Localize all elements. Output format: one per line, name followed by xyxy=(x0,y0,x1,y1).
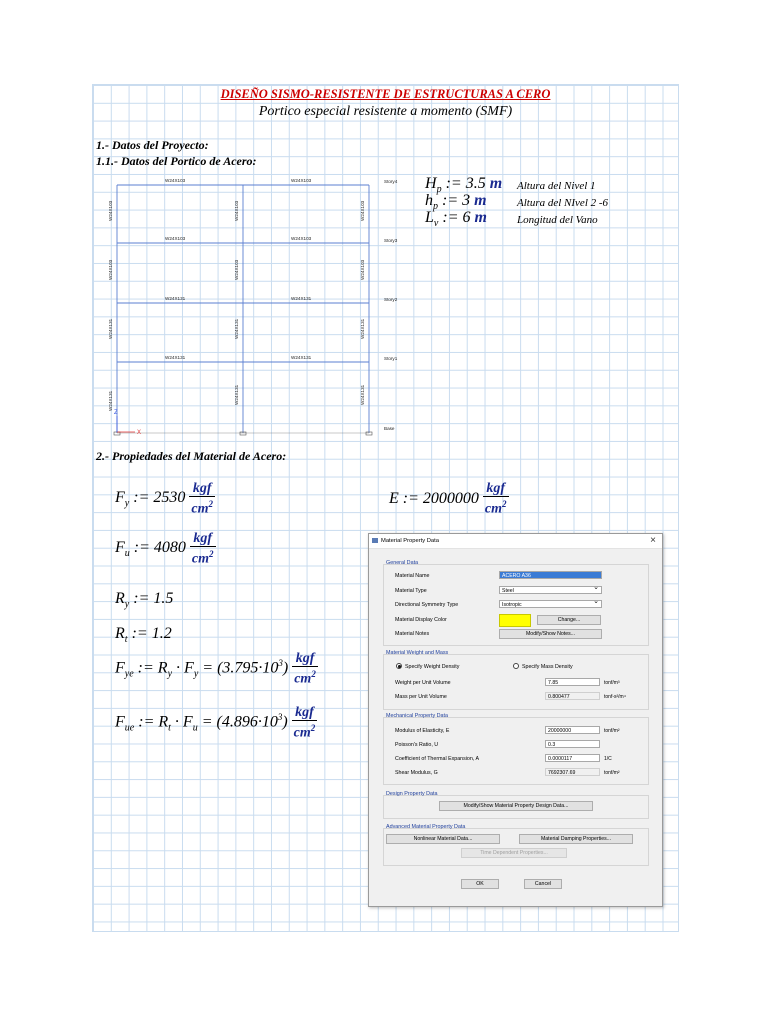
damping-properties-button[interactable]: Material Damping Properties... xyxy=(519,834,633,844)
poisson-label: Poisson's Ratio, U xyxy=(395,742,439,748)
beam-label: W24X131 xyxy=(165,296,186,301)
poisson-input[interactable]: 0.3 xyxy=(545,740,600,748)
symmetry-label: Directional Symmetry Type xyxy=(395,602,459,608)
column-label: W24X103 xyxy=(108,259,113,280)
var-description: Longitud del Vano xyxy=(517,213,598,226)
material-type-label: Material Type xyxy=(395,588,427,594)
axis-z-label: Z xyxy=(114,410,118,416)
column-label: W24X131 xyxy=(108,318,113,339)
mass-per-volume-field: 0.800477 xyxy=(545,692,600,700)
display-color-label: Material Display Color xyxy=(395,617,447,623)
column-label: W24X103 xyxy=(108,200,113,221)
column-label: W24X131 xyxy=(234,384,239,405)
weight-per-volume-input[interactable]: 7.85 xyxy=(545,678,600,686)
frame-elevation xyxy=(99,173,409,444)
column-label: W24X131 xyxy=(234,318,239,339)
frame-svg xyxy=(99,173,409,439)
close-icon[interactable]: × xyxy=(650,535,656,546)
beam-label: W24X131 xyxy=(165,355,186,360)
shear-field: 7692307.69 xyxy=(545,768,600,776)
material-property-dialog xyxy=(368,533,663,907)
shear-unit: tonf/m² xyxy=(604,770,620,776)
beam-label: W24X103 xyxy=(165,236,186,241)
eq-e: E := 2000000 $\frac{\text{kgf}}{cm^2}$ xyxy=(389,481,507,517)
eq-fy: $F_y$ := 2530 $\frac{\text{kgf}}{cm^2}$ xyxy=(115,481,213,517)
document-title: DISEÑO SISMO-RESISTENTE DE ESTRUCTURAS A CERO xyxy=(220,87,551,101)
var-description: Altura del NIvel 2 -6 xyxy=(517,196,609,209)
weight-per-volume-label: Weight per Unit Volume xyxy=(395,680,451,686)
beam-label: W24X103 xyxy=(291,236,312,241)
mechanical-label: Mechanical Property Data xyxy=(386,713,449,719)
display-color-swatch[interactable] xyxy=(499,614,531,627)
section-2-heading: 2.- Propiedades del Material de Acero: xyxy=(96,449,287,463)
material-type-select[interactable]: Steel ⌄ xyxy=(499,586,602,594)
column-label: W24X131 xyxy=(360,318,365,339)
beam-label: W24X131 xyxy=(291,296,312,301)
eq-fue: $F_{ue}$ := $R_t \cdot F_u = (4.896\cdot 10^3)$ $\frac{\text{kgf}}{cm^2}$ xyxy=(115,705,316,741)
cancel-button[interactable]: Cancel xyxy=(524,879,562,889)
weight-mass-label: Material Weight and Mass xyxy=(386,650,449,656)
material-name-label: Material Name xyxy=(395,573,430,579)
story-label: Story3 xyxy=(384,238,398,243)
modulus-label: Modulus of Elasticity, E xyxy=(395,728,450,734)
weight-density-radio[interactable] xyxy=(396,663,402,669)
beam-label: W24X131 xyxy=(291,355,312,360)
mass-per-volume-label: Mass per Unit Volume xyxy=(395,694,447,700)
modify-notes-button[interactable]: Modify/Show Notes... xyxy=(499,629,602,639)
material-notes-label: Material Notes xyxy=(395,631,430,637)
mass-density-option-label: Specify Mass Density xyxy=(522,664,573,670)
thermal-label: Coefficient of Thermal Expansion, A xyxy=(395,756,480,762)
app-icon xyxy=(372,538,378,543)
column-label: W24X103 xyxy=(234,259,239,280)
weight-unit: tonf/m³ xyxy=(604,680,620,686)
thermal-unit: 1/C xyxy=(604,756,612,762)
var-hp2-row: $h_p$ := 3 m Altura del NIvel 2 -6 xyxy=(425,192,609,213)
change-color-button[interactable]: Change... xyxy=(537,615,601,625)
story-label: Story4 xyxy=(384,179,398,184)
column-label: W24X103 xyxy=(234,200,239,221)
time-dependent-button: Time Dependent Properties... xyxy=(461,848,567,858)
axis-x-label: X xyxy=(137,430,142,436)
dialog-titlebar xyxy=(369,534,662,549)
section-1-heading: 1.- Datos del Proyecto: xyxy=(96,138,209,152)
shear-label: Shear Modulus, G xyxy=(395,770,438,776)
design-data-button[interactable]: Modify/Show Material Property Design Data... xyxy=(439,801,593,811)
advanced-label: Advanced Material Property Data xyxy=(386,824,466,830)
column-label: W24X131 xyxy=(360,384,365,405)
material-name-input[interactable]: ACERO A36 xyxy=(499,571,602,579)
weight-density-option-label: Specify Weight Density xyxy=(405,664,460,670)
section-1-1-heading: 1.1.- Datos del Portico de Acero: xyxy=(96,154,257,168)
modulus-input[interactable]: 20000000 xyxy=(545,726,600,734)
story-label: Story2 xyxy=(384,297,398,302)
general-data-label: General Data xyxy=(386,560,419,566)
beam-label: W24X103 xyxy=(165,178,186,183)
document-subtitle: Portico especial resistente a momento (SMF) xyxy=(258,104,513,119)
var-hp-row: $H_p$ := 3.5 m Altura del Nivel 1 xyxy=(425,175,596,196)
axis-triad-icon xyxy=(114,410,141,436)
beam-label: W24X103 xyxy=(291,178,312,183)
story-label: Story1 xyxy=(384,356,398,361)
ok-button[interactable]: OK xyxy=(461,879,499,889)
eq-ry: $R_y$ := 1.5 xyxy=(115,590,174,611)
column-label: W24X103 xyxy=(360,200,365,221)
var-description: Altura del Nivel 1 xyxy=(517,179,596,192)
dialog-title: Material Property Data xyxy=(381,538,439,544)
story-label: Base xyxy=(384,426,395,431)
mass-density-radio[interactable] xyxy=(513,663,519,669)
modulus-unit: tonf/m² xyxy=(604,728,620,734)
thermal-input[interactable]: 0.0000117 xyxy=(545,754,600,762)
eq-rt: $R_t$ := 1.2 xyxy=(115,625,172,646)
eq-fu: $F_u$ := 4080 $\frac{\text{kgf}}{cm^2}$ xyxy=(115,531,214,567)
mass-unit: tonf-s²/m⁴ xyxy=(604,694,626,700)
column-label: W24X131 xyxy=(108,390,113,411)
design-label: Design Property Data xyxy=(386,791,438,797)
var-lv-row: $L_v$ := 6 m Longitud del Vano xyxy=(425,209,598,230)
column-label: W24X103 xyxy=(360,259,365,280)
geometry-vars xyxy=(425,177,608,228)
symmetry-select[interactable]: Isotropic ⌄ xyxy=(499,600,602,608)
eq-fye: $F_{ye}$ := $R_y \cdot F_y = (3.795\cdot 10^3)$ $\frac{\text{kgf}}{cm^2}$ xyxy=(115,651,316,687)
nonlinear-data-button[interactable]: Nonlinear Material Data... xyxy=(386,834,500,844)
